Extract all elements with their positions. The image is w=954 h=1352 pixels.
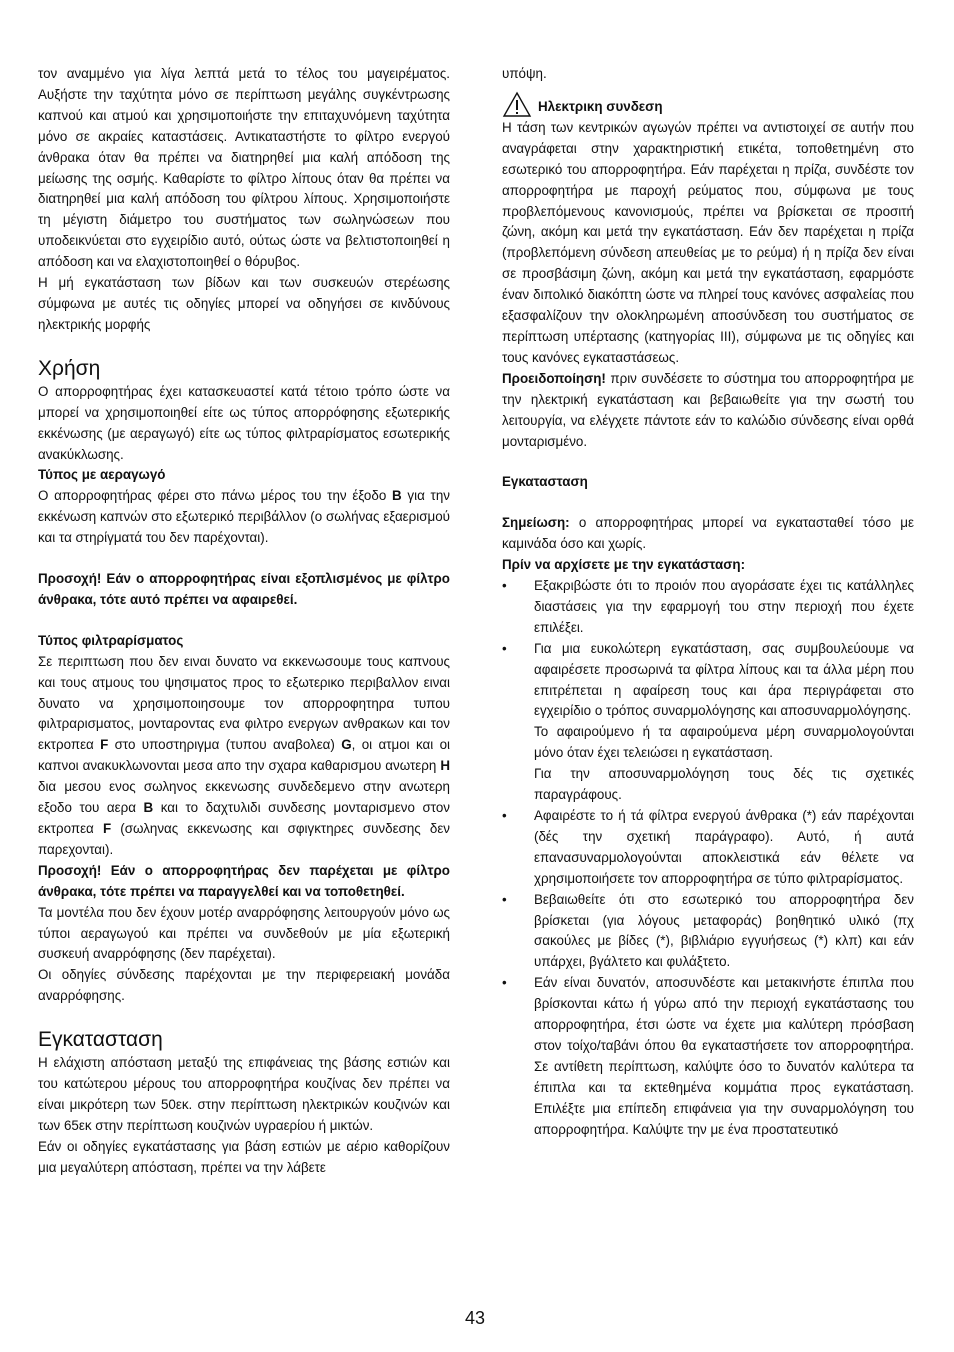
use-paragraph: Ο απορροφητήρας έχει κατασκευαστεί κατά τέτοιο τρόπο ώστε να μπορεί να χρησιμοποιηθεί είτε ως τύπος απορρόφησης εξωτερικής εκκένωσης (με αεραγωγό) είτε ως τύπος φιλτραρίσματος εσωτερικής ανακύκλωσης.	[38, 383, 450, 462]
instructions-paragraph: Οι οδηγίες σύνδεσης παρέχονται με την περιφερειακή μονάδα αναρρόφησης.	[38, 967, 450, 1004]
installation-subheading: Εγκατασταση	[502, 474, 588, 490]
left-column	[38, 64, 450, 1179]
note-paragraph: Σημείωση: ο απορροφητήρας μπορεί να εγκατασταθεί τόσο με καμινάδα όσο και χωρίς.	[502, 515, 914, 552]
gas-installation-paragraph: Εάν οι οδηγίες εγκατάστασης για βάση εστιών με αέριο καθορίζουν μια μεγαλύτερη απόσταση, πρέπει να την λάβετε	[38, 1138, 450, 1175]
list-item: • Εξακριβώστε ότι το προιόν που αγοράσατε έχει τις κατάλληλες διαστάσεις για την εφαρμογή του στην περιοχή που έχετε επιλέξει.	[502, 576, 914, 639]
use-heading: Χρήση	[38, 356, 101, 380]
installation-heading: Εγκατασταση	[38, 1028, 163, 1052]
right-column	[502, 64, 914, 1141]
filter-paragraph: Σε περιπτωση που δεν ειναι δυνατο να εκκενωσουμε τους καπνους και τους ατμους του ψησιματος προς το εξωτερικο περιβαλλον ειναι δυνατο να χρησιμοποιησουμε τον απορροφητηρα τυπου φιλτραρισματος, μονταροντας ενα φιλτρο ενεργων ανθρακων και τον εκτροπεα F στο υποστηριγμα (τυπου αναβολεα) G, οι ατμοι και οι καπνοι ανακυκλωνονται μεσα απο την σχαρα καθαρισμου ανωτερη H δια μεσου ενος σωληνος εκκενωσης συνδεδεμενο στην ανωτερη εξοδο του αερα B και το δαχτυλιδι συνδεσης μονταρισμενο στον εκτροπεα F (σωληνας εκκενωσης και σφιγκτηρες συνδεσης δεν παρεχονται).	[38, 653, 451, 857]
carbon-filter-warning: Προσοχή! Εάν ο απορροφητήρας είναι εξοπλισμένος με φίλτρο άνθρακα, τότε αυτό πρέπει να αφαιρεθεί.	[38, 571, 450, 607]
page-number: 43	[465, 1308, 486, 1328]
filter-type-heading: Τύπος φιλτραρίσματος	[38, 632, 184, 648]
list-item: • Εάν είναι δυνατόν, αποσυνδέστε και μετακινήστε έπιπλα που βρίσκονται κάτω ή γύρω από την περιοχή εγκατάστασης του απορροφητήρα, έτσι ώστε να έχετε μια καλύτερη πρόσβαση στον τοίχο/ταβάνι όπου θα εγκαταστήσετε τον απορροφητήρα. Σε αντίθετη περίπτωση, καλύψτε όσο το δυνατόν καλύτερα τα έπιπλα και τα εκτεθημένα κομμάτια προς εγκατάσταση. Επιλέξτε μια επίπεδη επιφάνεια για την συναρμολόγηση του απορροφητήρα. Καλύψτε την με ένα προστατευτικό	[502, 973, 914, 1140]
list-item: • Αφαιρέστε το ή τά φίλτρα ενεργού άνθρακα (*) εάν παρέχονται (δές την σχετική παράγραφο). Αυτό, ή αυτά επανασυναρμολογούνται αποκλειστικά εάν θέλετε να χρησιμοποιήσετε τον απορροφητήρα σε τύπο φιλτραρίσματος.	[502, 806, 914, 890]
duct-type-heading: Τύπος με αεραγωγό	[38, 467, 166, 483]
list-item: • Βεβαιωθείτε ότι στο εσωτερικό του απορροφητήρα δεν βρίσκεται (για λόγους μεταφοράς) βοηθητικό υλικό (πχ σακούλες με βίδες (*), βιβλιάριο εγγυήσεως (*) κλπ) και εάν υπάρχει, βγάλτετο και φυλάξτετο.	[502, 890, 914, 974]
screws-paragraph: Η μή εγκατάσταση των βίδων και των συσκευών στερέωσης σύμφωνα με αυτές τις οδηγίες μπορεί να οδηγήσει σε κινδύνους ηλεκτρικής μορφής	[38, 275, 450, 332]
install-steps-list-2	[502, 806, 914, 1141]
installation-distance-paragraph: Η ελάχιστη απόσταση μεταξύ της επιφάνειας της βάσης εστιών και του κατώτερου μέρους του απορροφητήρα κουζίνας δεν πρέπει να είναι μικρότερη των 50εκ. στην περίπτωση ηλεκτρικών κουζινών και των 65εκ στην περίπτωση κουζινών υγραερίου ή μικτών.	[38, 1055, 450, 1133]
warning-paragraph: Προειδοποίηση! πριν συνδέσετε το σύστημα του απορροφητήρα με την ηλεκτρική εγκατάσταση και βεβαιωθείτε για την σωστή του λειτουργία, να ελέγχετε πάντοτε εάν το καλώδιο σύνδεσης είναι ορθά μονταρισμένο.	[502, 370, 914, 449]
electrical-heading: Ηλεκτρικη συνδεση	[502, 91, 914, 118]
warning-triangle-icon	[502, 91, 532, 118]
carbon-order-warning: Προσοχή! Εάν ο απορροφητήρας δεν παρέχεται με φίλτρο άνθρακα, τότε πρέπει να παραγγελθεί και να τοποθετηθεί.	[38, 862, 450, 899]
duct-paragraph: Ο απορροφητήρας φέρει στο πάνω μέρος του την έξοδο B για την εκκένωση καπνών στο εξωτερικό περιβάλλον (ο σωλήνας εξαερισμού και τα στηρίγματά του δεν παρέχονται).	[38, 488, 450, 546]
list-item: • Για μια ευκολώτερη εγκατάσταση, σας συμβουλεύουμε να αφαιρέσετε προσωρινά τα φίλτρα λίπους και τα άλλα μέρη που επιτρέπεται η αφαίρεση τους και άρα περιγράφεται στο εγχειρίδιο ο τρόπος συναρμολόγησης και αποσυναρμολόγησης.	[502, 639, 914, 723]
before-install-heading: Πρίν να αρχίσετε με την εγκατάσταση:	[502, 557, 746, 573]
list-item-continuation: Για την αποσυναρμολόγηση τους δές τις σχετικές παραγράφους.	[534, 766, 914, 803]
intro-paragraph: τον αναμμένο για λίγα λεπτά μετά το τέλος του μαγειρέματος. Αυξήστε την ταχύτητα μόνο σε περίπτωση μεγάλης συγκέντρωσης καπνού και ατμού και χρησιμοποιήστε την επιταχυνόμενη ταχύτητα μόνο σε ακραίες καταστάσεις. Αντικαταστήστε το φίλτρο ενεργού άνθρακα όταν θα πρέπει να διατηρηθεί μια καλή απόδοση της μείωσης της οσμής. Καθαρίστε το φίλτρο λίπους όταν θα πρέπει να διατηρηθεί μια καλή απόδοση του φίλτρου λίπους. Χρησιμοποιήστε τη μέγιστη διάμετρο του συστήματος των σωληνώσεων που υποδεικνύεται στο εγχειρίδιο αυτό, ούτως ώστε να βελτιστοποιηθεί η απόδοση και να ελαχιστοποιηθεί ο θόρυβος.	[38, 66, 450, 270]
install-steps-list	[502, 576, 914, 722]
list-item-continuation: Το αφαιρούμενο ή τα αφαιρούμενα μέρη συναρμολογούνται μόνο όταν έχει τελειώσει η εγκατάσταση.	[534, 724, 914, 761]
models-paragraph: Τα μοντέλα που δεν έχουν μοτέρ αναρρόφησης λειτουργούν μόνο ως τύποι αεραγωγού και πρέπει να συνδεθούν με μία εξωτερική συσκευή αναρρόφησης (δεν παρέχεται).	[38, 904, 450, 962]
electrical-paragraph: Η τάση των κεντρικών αγωγών πρέπει να αντιστοιχεί σε αυτήν που αναγράφεται στην χαρακτηριστική ετικέτα, τοποθετημένη στο εσωτερικό του απορροφητήρα. Εάν παρέχεται η πρίζα, συνδέστε τον απορροφητήρα με παροχή ρεύματος που, σύμφωνα με τους προβλεπόμενους κανονισμούς, πρέπει να βρίσκεται σε προσιτή ζώνη, ακόμη και μετά την εγκατάσταση. Εάν δεν παρέχεται η πρίζα (προβλεπόμενη σύνδεση απευθείας με το ρεύμα) ή η πρίζα δεν είναι σε προσβάσιμη ζώνη, ακόμη και μετά την εγκατάσταση, εφαρμόστε έναν διπολικό διακόπτη ώστε να πληρεί τους κανόνες ασφαλείας που εξασφαλίζουν την ολοκληρωμένη αποσύνδεση του συστήματος σε περίπτωση υπέρτασης (κατηγορίας III), σύμφωνα με τις οδηγίες και τους κανόνες εγκαταστάσεως.	[502, 119, 914, 365]
continuation-text: υπόψη.	[502, 66, 547, 81]
